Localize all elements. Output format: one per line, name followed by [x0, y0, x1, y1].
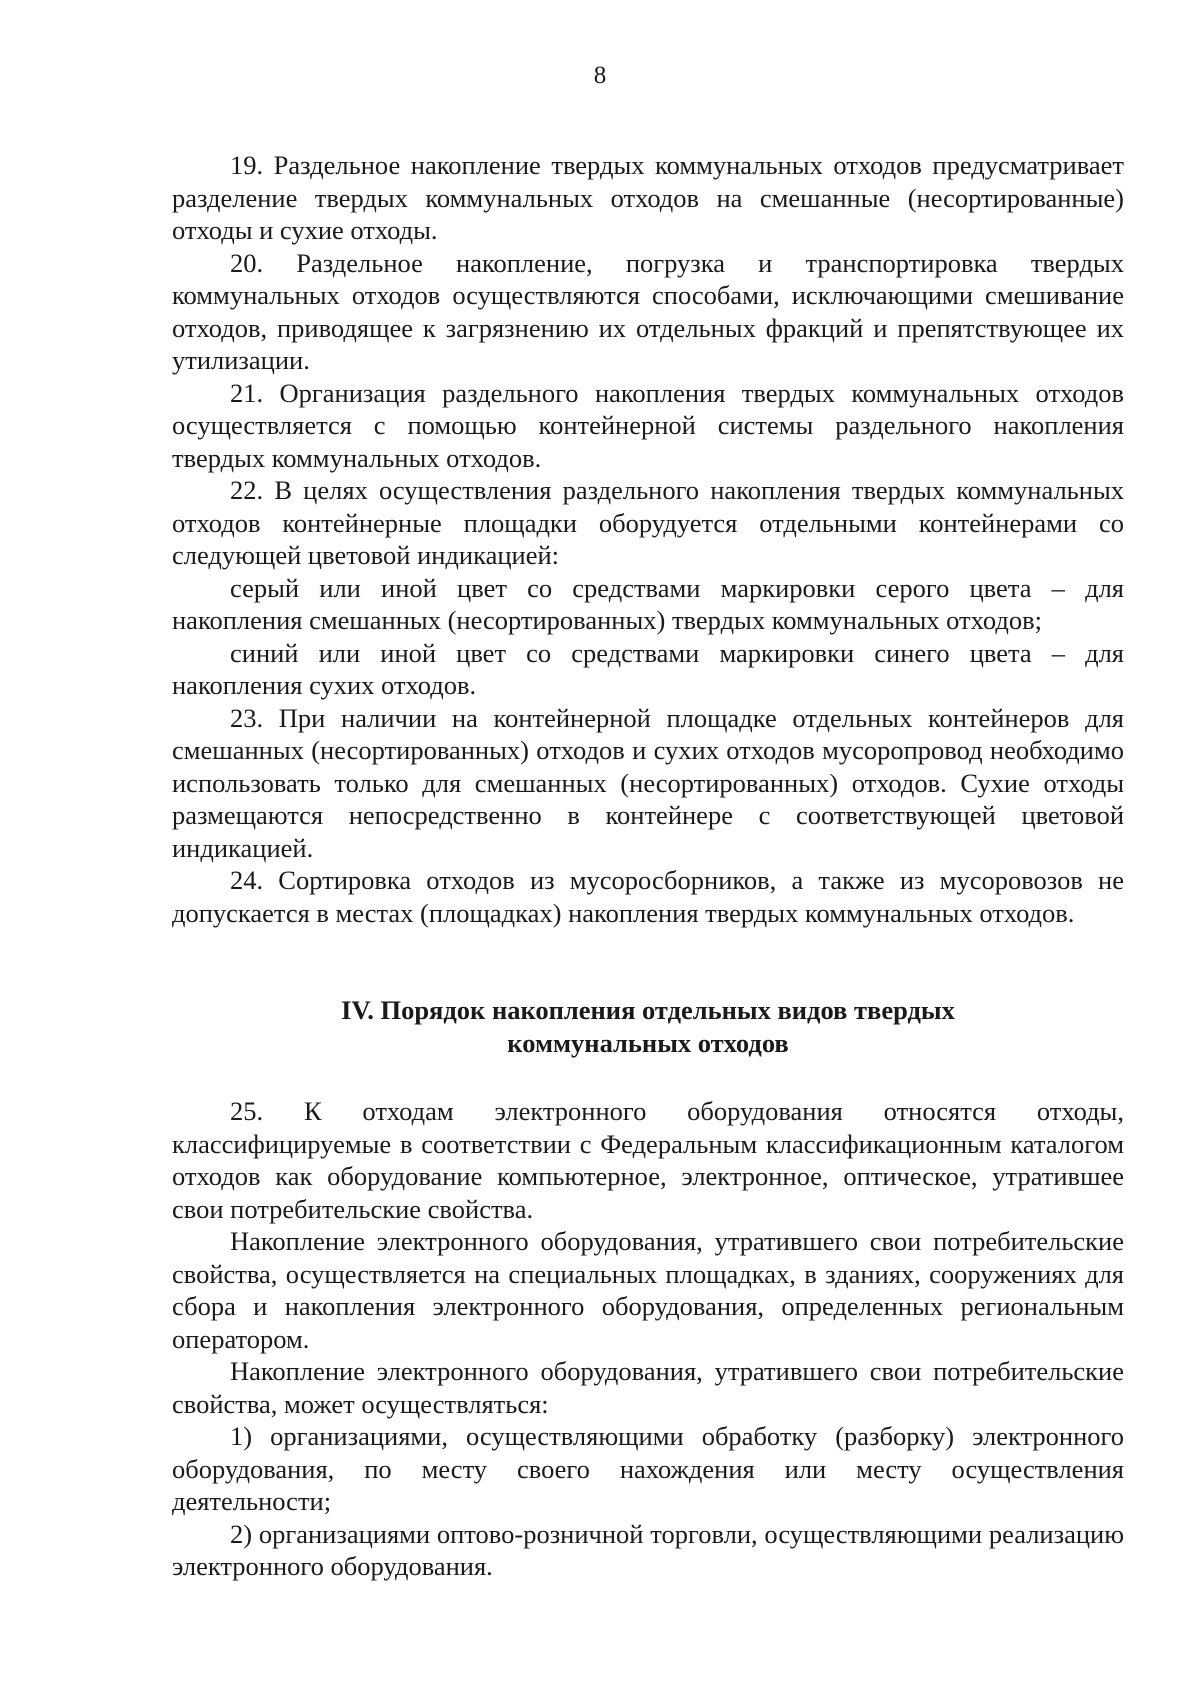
- paragraph-22-grey: серый или иной цвет со средствами маркировки серого цвета – для накопления смешанных (несортированных) твердых коммунальных отходов;: [172, 572, 1124, 635]
- body-section-part1: [172, 149, 1124, 929]
- paragraph-22-blue: синий или иной цвет со средствами маркировки синего цвета – для накопления сухих отходов.: [172, 637, 1124, 700]
- paragraph-24: 24. Сортировка отходов из мусоросборников, а также из мусоровозов не допускается в местах (площадках) накопления твердых коммунальных отходов.: [172, 865, 1124, 928]
- body-section-part2: [172, 1095, 1124, 1583]
- paragraph-23: 23. При наличии на контейнерной площадке отдельных контейнеров для смешанных (несортированных) отходов и сухих отходов мусоропровод необходимо использовать только для смешанных (несортированных) отходов. Сухие отходы размещаются непосредственно в контейнере с соответствующей цветовой индикацией.: [172, 702, 1124, 863]
- paragraph-25-item-2: 2) организациями оптово-розничной торговли, осуществляющими реализацию электронного оборудования.: [172, 1518, 1124, 1581]
- paragraph-25-may: Накопление электронного оборудования, утратившего свои потребительские свойства, может осуществляться:: [172, 1356, 1124, 1419]
- paragraph-20: 20. Раздельное накопление, погрузка и транспортировка твердых коммунальных отходов осуществляются способами, исключающими смешивание отходов, приводящее к загрязнению их отдельных фракций и препятствующее их утилизации.: [172, 247, 1124, 375]
- paragraph-25: 25. К отходам электронного оборудования относятся отходы, классифицируемые в соответствии с Федеральным классификационным каталогом отходов как оборудование компьютерное, электронное, оптическое, утратившее свои потребительские свойства.: [172, 1096, 1124, 1224]
- section-heading: [172, 994, 1124, 1059]
- paragraph-22: 22. В целях осуществления раздельного накопления твердых коммунальных отходов контейнерные площадки оборудуется отдельными контейнерами со следующей цветовой индикацией:: [172, 475, 1124, 570]
- paragraph-25-item-1: 1) организациями, осуществляющими обработку (разборку) электронного оборудования, по месту своего нахождения или месту осуществления деятельности;: [172, 1421, 1124, 1516]
- paragraph-19: 19. Раздельное накопление твердых коммунальных отходов предусматривает разделение твердых коммунальных отходов на смешанные (несортированные) отходы и сухие отходы.: [172, 150, 1124, 245]
- paragraph-25-storage: Накопление электронного оборудования, утратившего свои потребительские свойства, осуществляется на специальных площадках, в зданиях, сооружениях для сбора и накопления электронного оборудования, определенных региональным оператором.: [172, 1226, 1124, 1354]
- paragraph-21: 21. Организация раздельного накопления твердых коммунальных отходов осуществляется с помощью контейнерной системы раздельного накопления твердых коммунальных отходов.: [172, 377, 1124, 473]
- section-heading-line2: коммунальных отходов: [507, 1027, 789, 1058]
- section-heading-line1: IV. Порядок накопления отдельных видов твердых: [341, 995, 955, 1025]
- page-number: 8: [593, 62, 607, 89]
